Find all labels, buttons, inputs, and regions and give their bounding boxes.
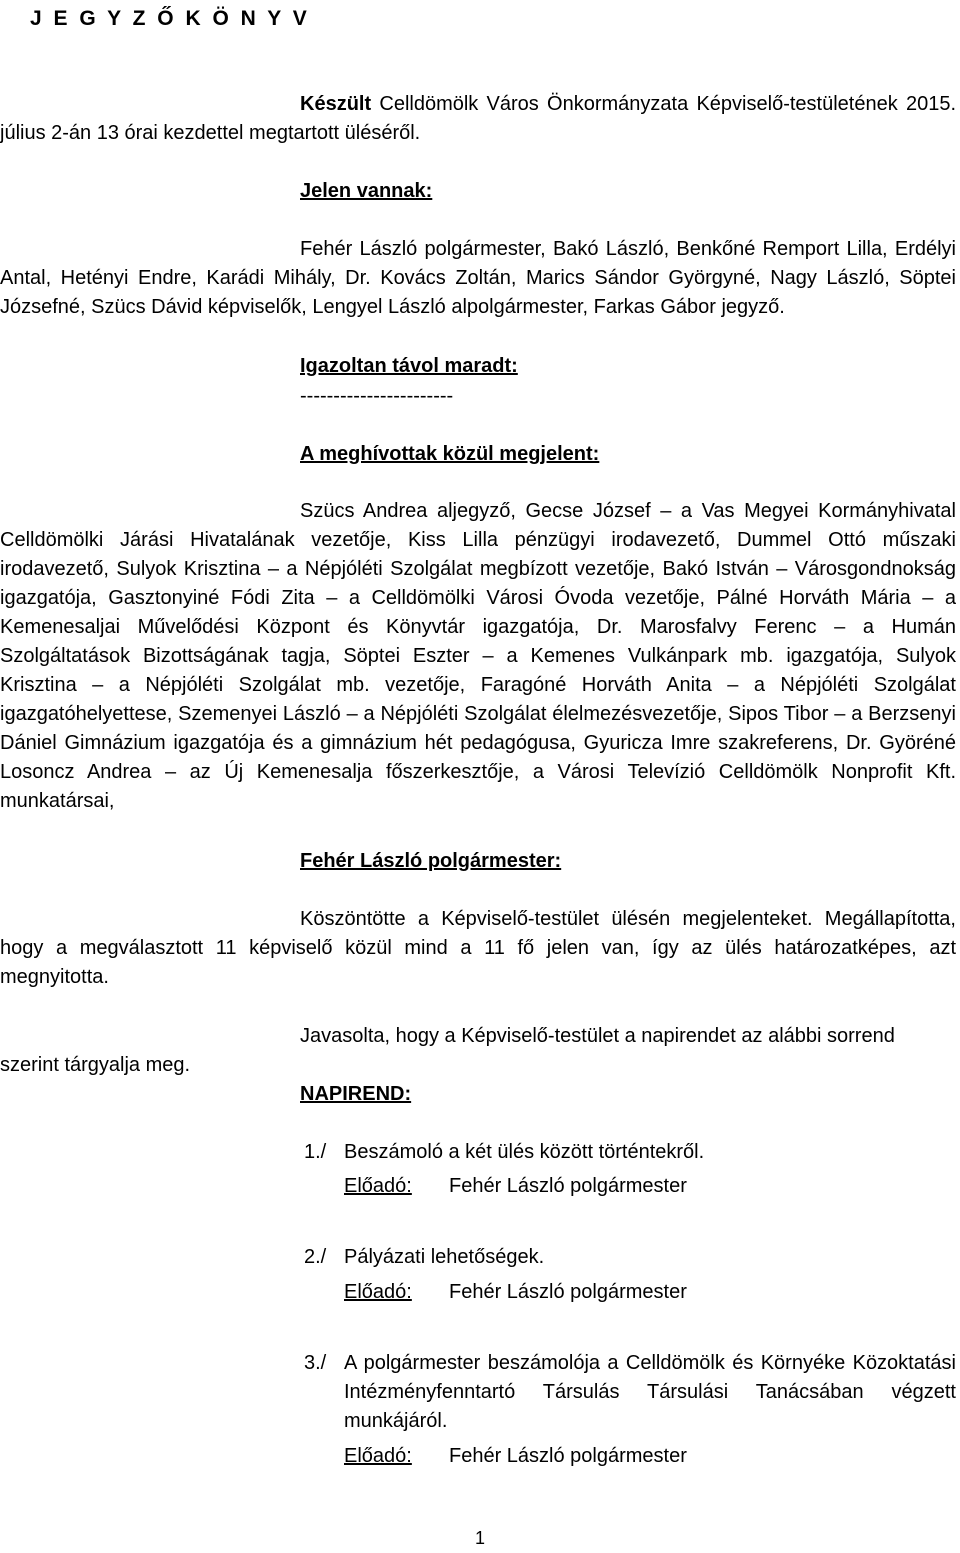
agenda-heading: NAPIREND: — [300, 1083, 412, 1105]
agenda-item-number: 1./ — [304, 1141, 327, 1163]
mayor-heading: Fehér László polgármester: — [300, 850, 562, 872]
invited-text: Szücs Andrea aljegyző, Gecse József – a Vas Megyei Kormányhivatal Celldömölki Járási Hivatalának vezetője, Kiss Lilla pénzügyi irodavezető, Dummel Ottó műszaki irodavezető, Sulyok Krisztina – a Népjóléti Szolgálat megbízott vezetője, Bakó István – Városgondnokság igazgatója, Gasztonyiné Fódi Zita – a Celldömölki Városi Óvoda vezetője, Pálné Horváth Mária – a Kemenesaljai Művelődési Központ és Könyvtár igazgatója, Dr. Marosfalvy Ferenc – a Humán Szolgáltatások Bizottságának tagja, Söptei Eszter – a Kemenes Vulkánpark mb. igazgatója, Sulyok Krisztina – a Népjóléti Szolgálat mb. vezetője, Faragóné Horváth Anita – a Népjóléti Szolgálat igazgatóhelyettese, Szemenyei László – a Népjóléti Szolgálat élelmezésvezetője, Sipos Tibor – a Berzsenyi Dániel Gimnázium igazgatója és a gimnázium hét pedagógusa, Gyuricza Imre szakreferens, Dr. Györéné Losoncz Andrea – az Új Kemenesalja főszerkesztője, a Városi Televízió Celldömölk Nonprofit Kft. munkatársai, — [0, 500, 956, 812]
absent-heading: Igazoltan távol maradt: — [300, 355, 518, 377]
agenda-item-text: Beszámoló a két ülés között történtekről. — [344, 1141, 705, 1163]
intro-paragraph — [0, 90, 956, 148]
page-number: 1 — [474, 1528, 485, 1548]
presenter-label: Előadó: — [344, 1281, 412, 1303]
mayor-proposal-end: szerint tárgyalja meg. — [0, 1054, 191, 1076]
intro-text: Celldömölk Város Önkormányzata Képviselő-testületének 2015. július 2-án 13 órai kezdettel megtartott üléséről. — [0, 93, 956, 144]
intro-lead: Készült — [300, 93, 372, 115]
mayor-greeting: Köszöntötte a Képviselő-testület ülésén megjelenteket. Megállapította, hogy a megválasztott 11 képviselő közül mind a 11 fő jelen van, így az ülés határozatképes, azt megnyitotta. — [0, 908, 956, 988]
present-heading: Jelen vannak: — [300, 180, 433, 202]
agenda-item-text: A polgármester beszámolója a Celldömölk és Környéke Közoktatási Intézményfenntartó Társulás Társulási Tanácsában végzett munkájáról. — [344, 1352, 956, 1432]
invited-heading: A meghívottak közül megjelent: — [300, 443, 600, 465]
document-title: J E G Y Z Ő K Ö N Y V — [30, 7, 310, 30]
agenda-item-number: 3./ — [304, 1352, 327, 1374]
agenda-item-text: Pályázati lehetőségek. — [344, 1246, 545, 1268]
agenda-item-number: 2./ — [304, 1246, 327, 1268]
presenter-label: Előadó: — [344, 1175, 412, 1197]
presenter-name: Fehér László polgármester — [449, 1175, 687, 1197]
presenter-label: Előadó: — [344, 1445, 412, 1467]
presenter-name: Fehér László polgármester — [449, 1445, 687, 1467]
present-text: Fehér László polgármester, Bakó László, Benkőné Remport Lilla, Erdélyi Antal, Hetényi Endre, Karádi Mihály, Dr. Kovács Zoltán, Marics Sándor Györgyné, Nagy László, Söptei Józsefné, Szücs Dávid képviselők, Lengyel László alpolgármester, Farkas Gábor jegyző. — [0, 238, 956, 318]
absent-value: ----------------------- — [300, 385, 454, 407]
mayor-proposal: Javasolta, hogy a Képviselő-testület a napirendet az alábbi sorrend — [300, 1025, 895, 1047]
presenter-name: Fehér László polgármester — [449, 1281, 687, 1303]
